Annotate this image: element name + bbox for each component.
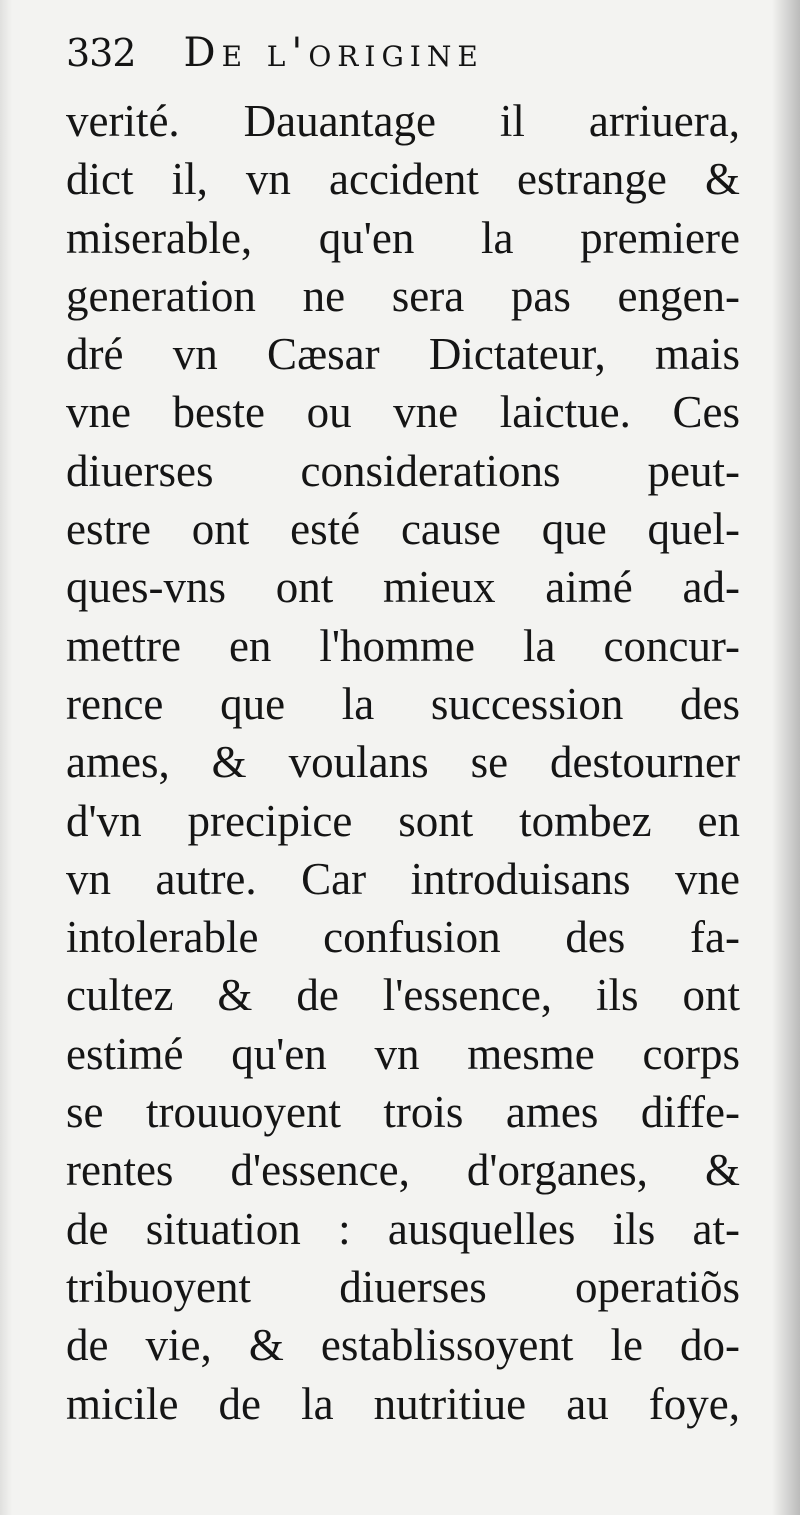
text-line: d'vn precipice sont tombez en (66, 795, 740, 846)
text-line: de situation : ausquelles ils at- (66, 1203, 740, 1254)
text-line: ames, & voulans se destourner (66, 737, 740, 788)
text-line: diuerses considerations peut- (66, 445, 740, 496)
text-line: cultez & de l'essence, ils ont (66, 970, 740, 1021)
text-line: estimé qu'en vn mesme corps (66, 1028, 740, 1079)
running-head (66, 30, 484, 90)
text-line: dré vn Cæsar Dictateur, mais (66, 329, 740, 380)
running-title: De l'origine (183, 30, 484, 76)
text-line: vne beste ou vne laictue. Ces (66, 387, 740, 438)
text-line: miserable, qu'en la premiere (66, 212, 740, 263)
text-line: tribuoyent diuerses operatiõs (66, 1261, 740, 1312)
text-line: generation ne sera pas engen- (66, 270, 740, 321)
text-line: estre ont esté cause que quel- (66, 504, 740, 555)
text-line: ques-vns ont mieux aimé ad- (66, 562, 740, 613)
text-line: verité. Dauantage il arriuera, (66, 96, 740, 146)
text-line: vn autre. Car introduisans vne (66, 853, 740, 904)
text-line: rentes d'essence, d'organes, & (66, 1145, 740, 1196)
page-number: 332 (66, 31, 136, 75)
text-line: intolerable confusion des fa- (66, 912, 740, 963)
text-line: rence que la succession des (66, 678, 740, 729)
text-line: micile de la nutritiue au foye, (66, 1378, 740, 1429)
text-line: mettre en l'homme la concur- (66, 620, 740, 671)
text-line: dict il, vn accident estrange & (66, 154, 740, 205)
text-line: de vie, & establissoyent le do- (66, 1320, 740, 1371)
text-line: se trouuoyent trois ames diffe- (66, 1087, 740, 1138)
body-text (66, 92, 740, 1433)
